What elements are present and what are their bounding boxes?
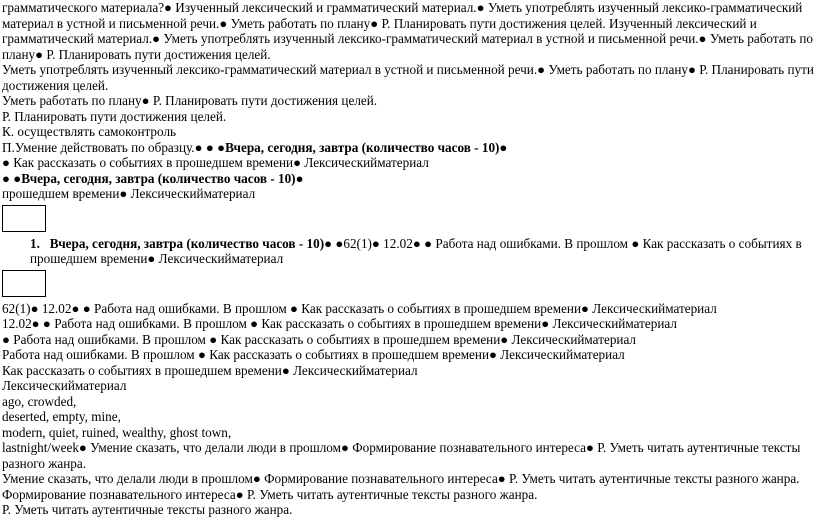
topic-title: Вчера, сегодня, завтра (количество часов - 10)● ● [49,235,344,251]
topic-title: Вчера, сегодня, завтра (количество часов - 10)● [225,139,508,155]
text-line: 12.02● ● Работа над ошибками. В прошлом ● Как рассказать о событиях в прошедшем времени● Лексическийматериал [2,316,677,331]
text-line: 62(1)● 12.02● ● Работа над ошибками. В прошлом ● Как рассказать о событиях в прошедшем времени● Лексическийматериал [2,300,717,316]
vocabulary-line: ago, crowded, [2,393,77,409]
numbered-line [2,236,814,267]
empty-cell-box [2,270,46,297]
text-line: ● Работа над ошибками. В прошлом ● Как рассказать о событиях в прошедшем времени● Лексическийматериал [2,331,637,347]
vocabulary-line: deserted, empty, mine, [2,409,121,424]
text-line: Уметь работать по плану● Р. Планировать пути достижения целей. [2,93,378,108]
text-line: lastnight/week● Умение сказать, что делали люди в прошлом● Формирование познавательного интереса● Р. Уметь читать аутентичные тексты разного жанра. [2,440,801,471]
text-line: Лексическийматериал [2,378,127,393]
vocabulary-line: modern, quiet, ruined, wealthy, ghost town, [2,424,232,440]
text-span: П.Умение действовать по образцу.● ● ● [2,139,226,155]
topic-title-line: ● ●Вчера, сегодня, завтра (количество часов - 10)● [2,170,304,186]
text-line: прошедшем времени● Лексическийматериал [2,186,256,201]
text-span: 62(1)● 12.02● ● Работа над ошибками. В прошлом ● Как рассказать о событиях в прошедшем времени● Лексическийматериал [30,235,802,266]
text-line: Р. Уметь читать аутентичные тексты разного жанра. [2,502,293,517]
text-line: К. осуществлять самоконтроль [2,124,177,139]
text-line: грамматического материала?● Изученный лексический и грамматический материал.● Уметь употреблять изученный лексико-грамматический материал в устной и письменной речи.● Уметь работать по плану● Р. Планировать пути достижения целей. Изученный лексический и грамматический материал.● Уметь употреблять изученный лексико-грамматический материал в устной и письменной речи.● Уметь работать по плану● Р. Планировать пути достижения целей. [2,0,814,62]
list-number: 1. [30,235,40,251]
empty-cell-box [2,205,46,232]
text-line: Умение сказать, что делали люди в прошлом● Формирование познавательного интереса● Р. Уметь читать аутентичные тексты разного жанра. [2,471,800,486]
text-line: Уметь употреблять изученный лексико-грамматический материал в устной и письменной речи.● Уметь работать по плану● Р. Планировать пути достижения целей. [2,62,814,93]
text-line: Р. Планировать пути достижения целей. [2,108,227,124]
text-line: Работа над ошибками. В прошлом ● Как рассказать о событиях в прошедшем времени● Лексическийматериал [2,347,625,362]
text-line: Формирование познавательного интереса● Р. Уметь читать аутентичные тексты разного жанра. [2,486,538,502]
text-line [2,140,814,156]
text-line: Как рассказать о событиях в прошедшем времени● Лексическийматериал [2,362,418,378]
text-line: ● Как рассказать о событиях в прошедшем времени● Лексическийматериал [2,155,429,170]
